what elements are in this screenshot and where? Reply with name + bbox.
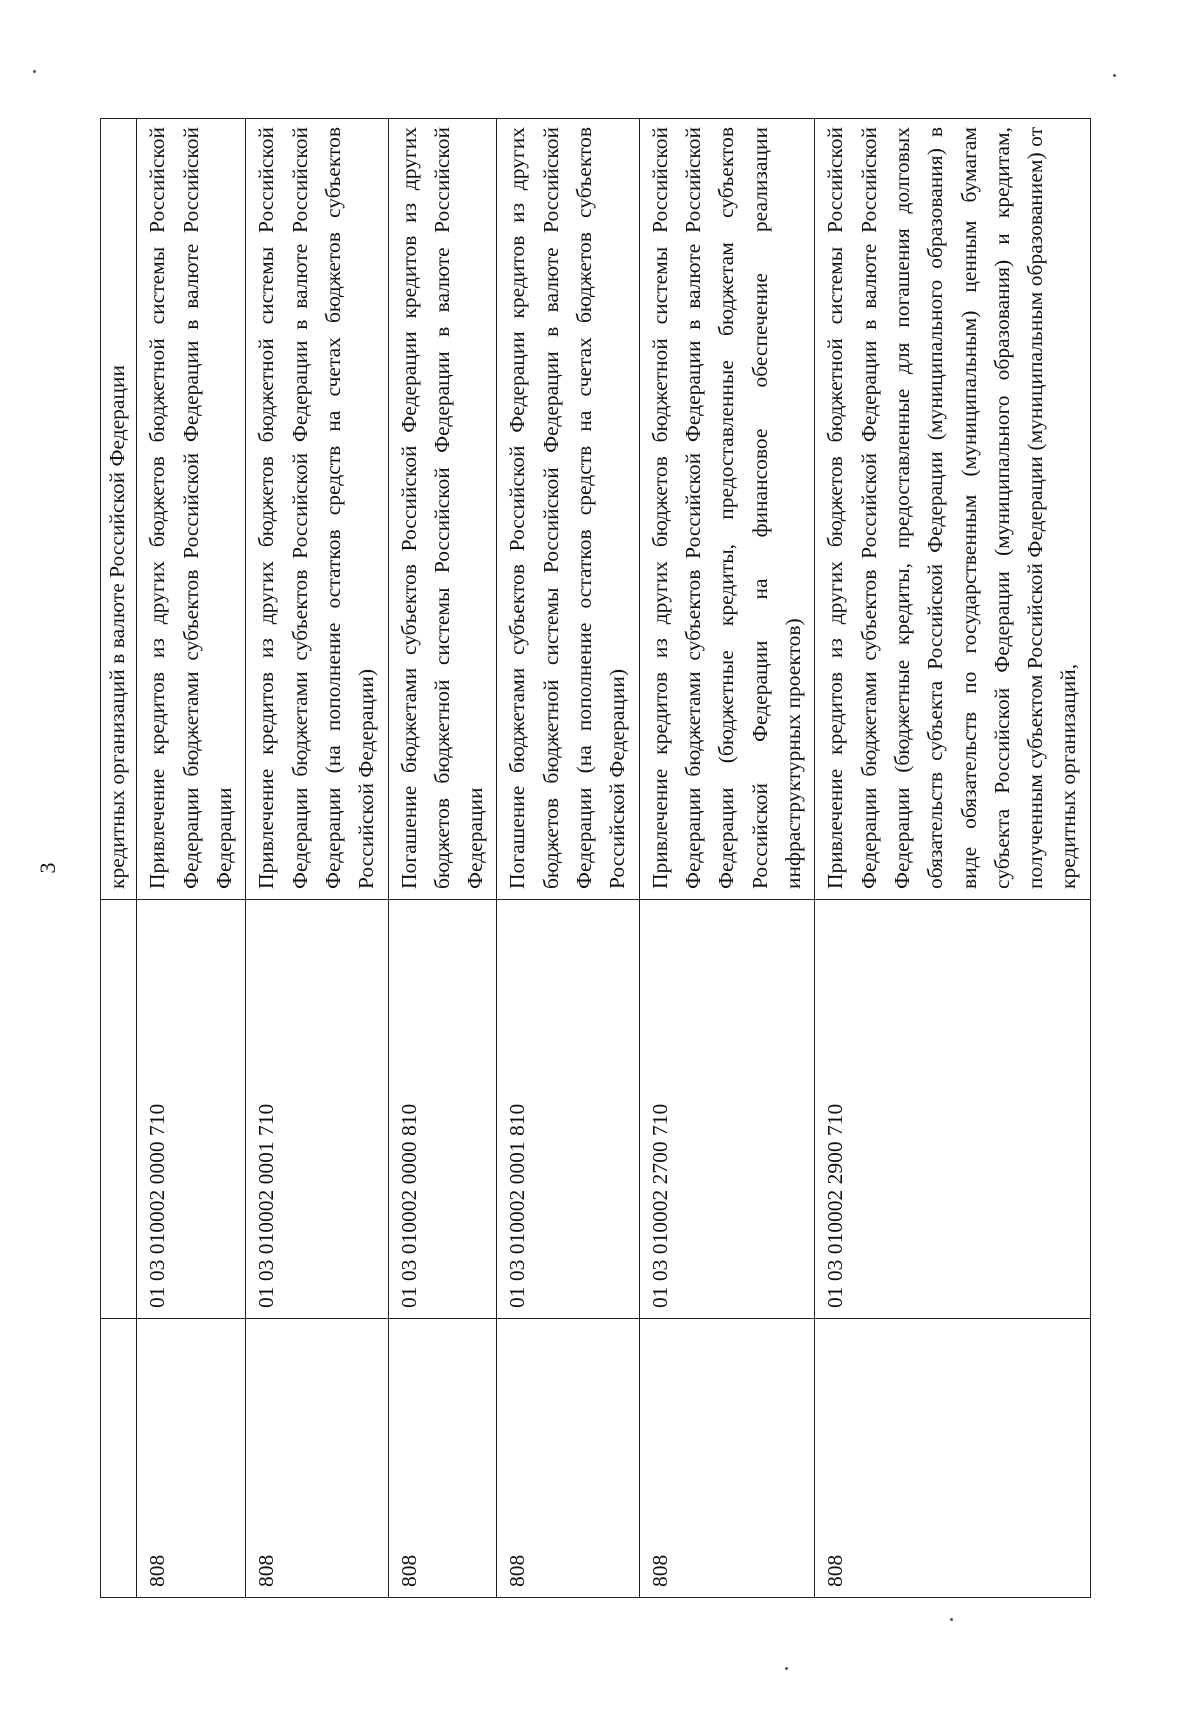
source-code-cell: 01 03 010002 0001 710 bbox=[246, 900, 388, 1319]
admin-code-cell: 808 bbox=[497, 1319, 639, 1598]
source-name-cell: Погашение бюджетами субъектов Российской Федерации кредитов из других бюджетов бюджетной системы Российской Федерации в валюте Российской Федерации (на пополнение остатков средств на счетах бюджетов субъектов Российской Федерации) bbox=[497, 119, 639, 900]
scan-speck bbox=[1113, 74, 1116, 77]
source-code-cell: 01 03 010002 0000 710 bbox=[137, 900, 246, 1319]
table-row bbox=[815, 119, 1091, 1598]
admin-code-cell bbox=[101, 1319, 137, 1598]
table-row-carryover bbox=[101, 119, 137, 1598]
source-name-cell: Привлечение кредитов из других бюджетов бюджетной системы Российской Федерации бюджетами субъектов Российской Федерации в валюте Российской Федерации (на пополнение остатков средств на счетах бюджетов субъектов Российской Федерации) bbox=[246, 119, 388, 900]
source-code-cell bbox=[101, 900, 137, 1319]
source-name-cell: Привлечение кредитов из других бюджетов бюджетной системы Российской Федерации бюджетами субъектов Российской Федерации в валюте Российской Федерации bbox=[137, 119, 246, 900]
admin-code-cell: 808 bbox=[246, 1319, 388, 1598]
budget-sources-table bbox=[100, 118, 1091, 1598]
source-code-cell: 01 03 010002 0000 810 bbox=[388, 900, 497, 1319]
page-number: 3 bbox=[35, 862, 60, 874]
admin-code-cell: 808 bbox=[137, 1319, 246, 1598]
scan-speck bbox=[950, 1618, 953, 1621]
scan-speck bbox=[785, 1667, 788, 1670]
rotated-sheet bbox=[100, 118, 1100, 1598]
source-name-cell: Привлечение кредитов из других бюджетов бюджетной системы Российской Федерации бюджетами субъектов Российской Федерации в валюте Российской Федерации (бюджетные кредиты, предоставленные для погашения долговых обязательств субъекта Российской Федерации (муниципального образования) в виде обязательств по государственным (муниципальным) ценным бумагам субъекта Российской Федерации (муниципального образования) и кредитам, полученным субъектом Российской Федерации (муниципальным образованием) от кредитных организаций, bbox=[815, 119, 1091, 900]
source-code-cell: 01 03 010002 2900 710 bbox=[815, 900, 1091, 1319]
table-row bbox=[497, 119, 639, 1598]
table-row bbox=[639, 119, 815, 1598]
admin-code-cell: 808 bbox=[388, 1319, 497, 1598]
source-name-cell: Погашение бюджетами субъектов Российской Федерации кредитов из других бюджетов бюджетной системы Российской Федерации в валюте Российской Федерации bbox=[388, 119, 497, 900]
admin-code-cell: 808 bbox=[639, 1319, 815, 1598]
table-row bbox=[137, 119, 246, 1598]
scan-speck bbox=[33, 70, 36, 73]
admin-code-cell: 808 bbox=[815, 1319, 1091, 1598]
table-row bbox=[246, 119, 388, 1598]
source-code-cell: 01 03 010002 0001 810 bbox=[497, 900, 639, 1319]
source-code-cell: 01 03 010002 2700 710 bbox=[639, 900, 815, 1319]
source-name-cell: Привлечение кредитов из других бюджетов бюджетной системы Российской Федерации бюджетами субъектов Российской Федерации в валюте Российской Федерации (бюджетные кредиты, предоставленные бюджетам субъектов Российской Федерации на финансовое обеспечение реализации инфраструктурных проектов) bbox=[639, 119, 815, 900]
table-row bbox=[388, 119, 497, 1598]
source-name-cell: кредитных организаций в валюте Российской Федерации bbox=[101, 119, 137, 900]
